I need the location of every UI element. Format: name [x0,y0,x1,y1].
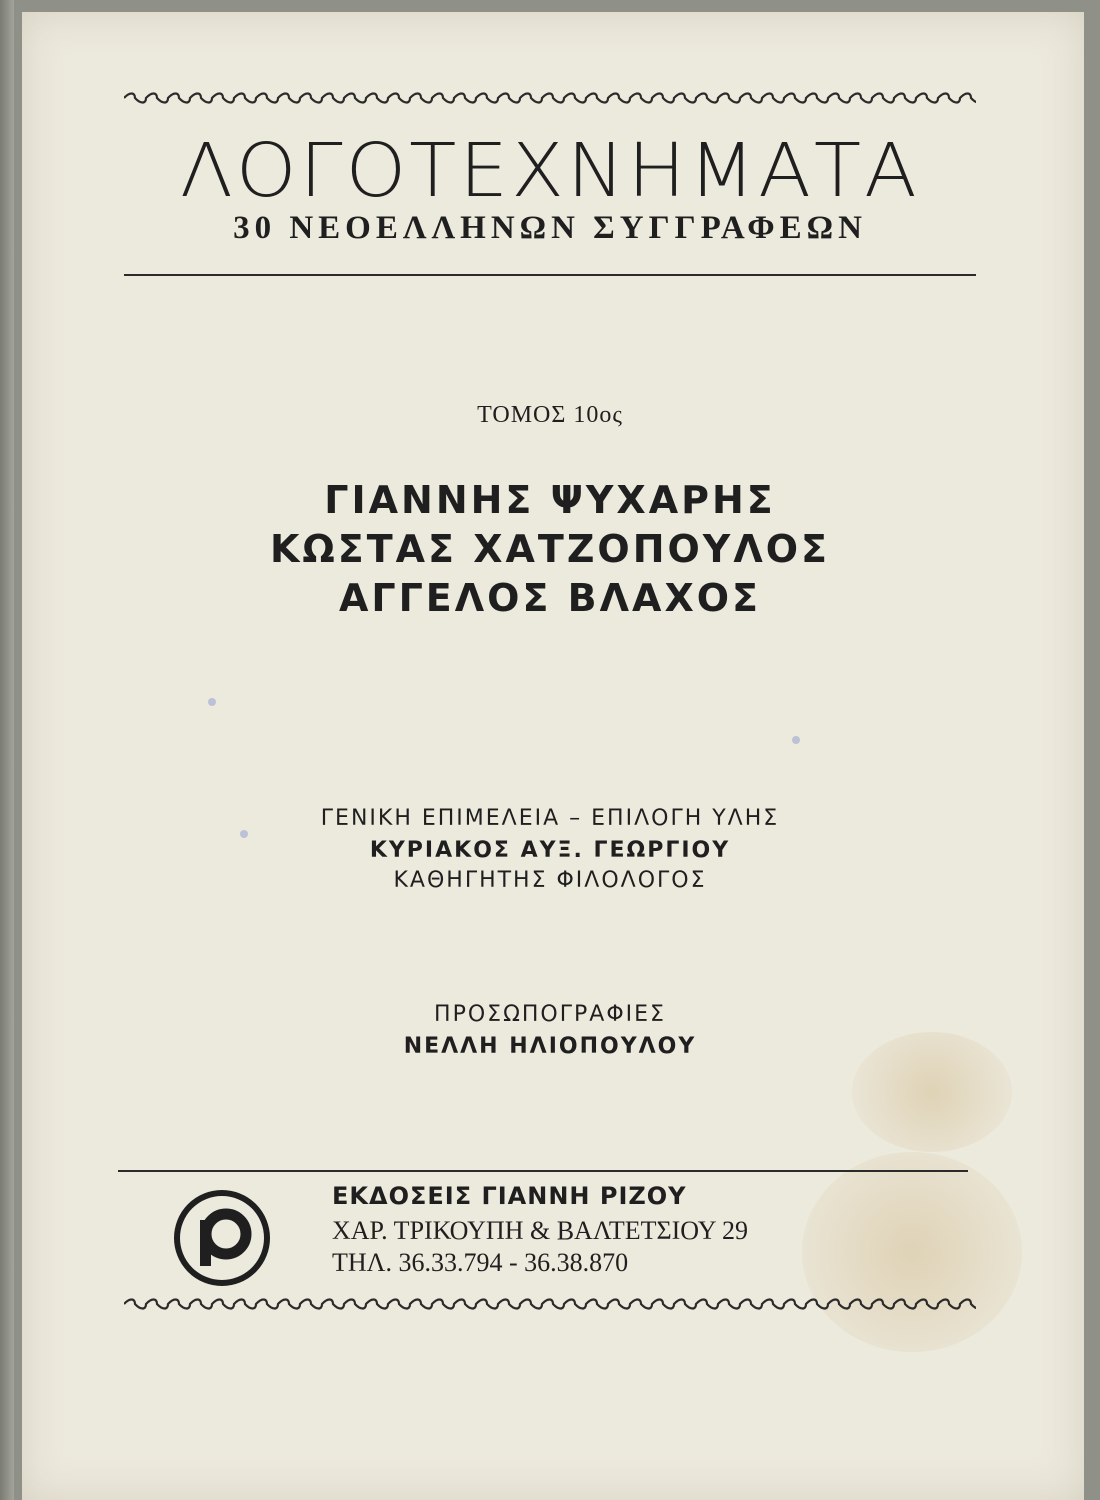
author-name: ΑΓΓΕΛΟΣ ΒΛΑΧΟΣ [338,576,762,620]
top-wave-border [124,92,976,104]
portraits-role: ΠΡΟΣΩΠΟΓΡΑΦΙΕΣ [434,1002,666,1027]
editor-title: ΚΑΘΗΓΗΤΗΣ ΦΙΛΟΛΟΓΟΣ [393,868,707,893]
publisher-address: ΧΑΡ. ΤΡΙΚΟΥΠΗ & ΒΑΛΤΕΤΣΙΟΥ 29 [332,1216,749,1245]
paper-stain [802,1152,1022,1352]
title-rule [124,274,976,276]
ink-spot [792,736,800,744]
ink-spot [240,830,248,838]
ink-spot [208,698,216,706]
book-title: ΛΟΓΟΤΕΧΝΗΜΑΤΑ [180,128,920,214]
editor-name: ΚΥΡΙΑΚΟΣ ΑΥΞ. ΓΕΩΡΓΙΟΥ [369,838,731,863]
publisher-rule [118,1170,968,1172]
publisher-name: ΕΚΔΟΣΕΙΣ ΓΙΑΝΝΗ ΡΙΖΟΥ [332,1182,687,1210]
author-name: ΚΩΣΤΑΣ ΧΑΤΖΟΠΟΥΛΟΣ [269,527,830,571]
book-subtitle: 30 ΝΕΟΕΛΛΗΝΩΝ ΣΥΓΓΡΑΦΕΩΝ [233,210,867,246]
publisher-phone: ΤΗΛ. 36.33.794 - 36.38.870 [332,1248,629,1277]
volume-number: ΤΟΜΟΣ 10ος [477,402,623,428]
portraits-artist: ΝΕΛΛΗ ΗΛΙΟΠΟΥΛΟΥ [403,1034,697,1059]
editor-role: ΓΕΝΙΚΗ ΕΠΙΜΕΛΕΙΑ – ΕΠΙΛΟΓΗ ΥΛΗΣ [320,806,780,831]
author-name: ΓΙΑΝΝΗΣ ΨΥΧΑΡΗΣ [324,478,776,522]
publisher-p-logo-icon [172,1188,272,1288]
bottom-wave-border [124,1298,976,1310]
